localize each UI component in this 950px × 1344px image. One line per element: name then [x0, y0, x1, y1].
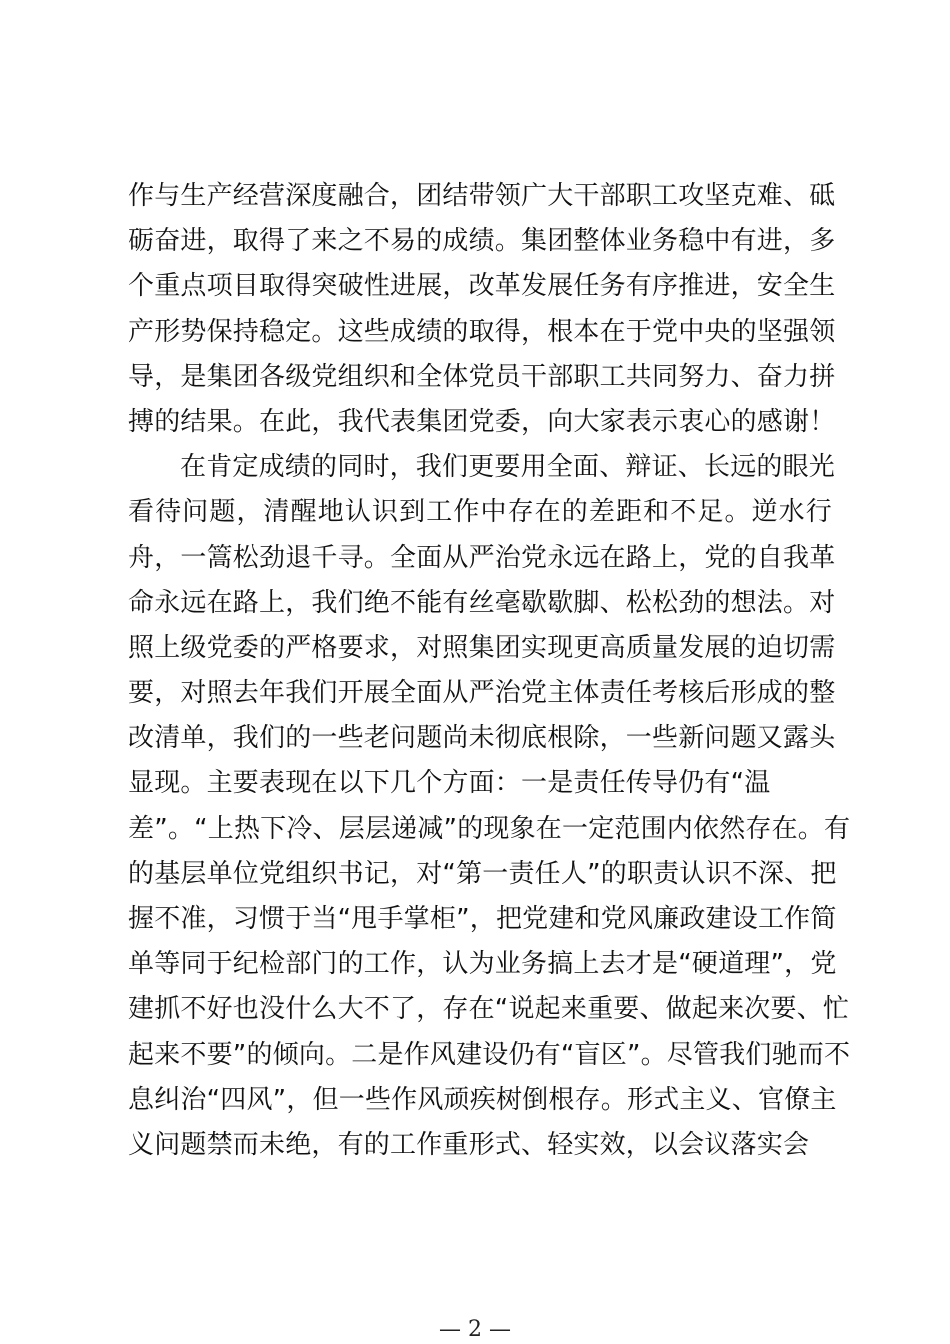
- text-line: 产形势保持稳定。这些成绩的取得，根本在于党中央的坚强领: [128, 316, 836, 347]
- document-body: [128, 174, 851, 1168]
- text-line: 作与生产经营深度融合，团结带领广大干部职工攻坚克难、砥: [128, 181, 836, 211]
- text-line: 单等同于纪检部门的工作，认为业务搞上去才是“硬道理”，党: [128, 949, 837, 980]
- text-line: 命永远在路上，我们绝不能有丝毫歇歇脚、松松劲的想法。对: [128, 587, 836, 618]
- text-line: 砺奋进，取得了来之不易的成绩。集团整体业务稳中有进，多: [128, 226, 836, 257]
- text-line: 显现。主要表现在以下几个方面：一是责任传导仍有“温: [128, 768, 771, 799]
- text-line: 息纠治“四风”，但一些作风顽疾树倒根存。形式主义、官僚主: [128, 1084, 837, 1115]
- text-line: 搏的结果。在此，我代表集团党委，向大家表示衷心的感谢！: [128, 406, 836, 437]
- text-line: 看待问题，清醒地认识到工作中存在的差距和不足。逆水行: [128, 497, 832, 528]
- text-line: 个重点项目取得突破性进展，改革发展任务有序推进，安全生: [128, 271, 836, 302]
- text-line: 的基层单位党组织书记，对“第一责任人”的职责认识不深、把: [128, 858, 837, 889]
- paragraph-first-line: 在肯定成绩的同时，我们更要用全面、辩证、长远的眼光: [180, 452, 836, 483]
- text-line: 建抓不好也没什么大不了，存在“说起来重要、做起来次要、忙: [128, 994, 850, 1025]
- text-line: 导，是集团各级党组织和全体党员干部职工共同努力、奋力拼: [128, 361, 836, 392]
- text-line: 照上级党委的严格要求，对照集团实现更高质量发展的迫切需: [128, 632, 836, 663]
- text-line: 握不准，习惯于当“甩手掌柜”，把党建和党风廉政建设工作简: [128, 904, 837, 934]
- text-line: 要，对照去年我们开展全面从严治党主体责任考核后形成的整: [128, 678, 836, 709]
- text-line: 改清单，我们的一些老问题尚未彻底根除，一些新问题又露头: [128, 723, 836, 754]
- text-line: 起来不要”的倾向。二是作风建设仍有“盲区”。尽管我们驰而不: [128, 1039, 851, 1070]
- page-number: — 2 —: [439, 1317, 511, 1342]
- text-line: 义问题禁而未绝，有的工作重形式、轻实效，以会议落实会: [128, 1129, 810, 1160]
- text-line: 舟，一篙松劲退千寻。全面从严治党永远在路上，党的自我革: [128, 542, 836, 573]
- text-line: 差”。“上热下冷、层层递减”的现象在一定范围内依然存在。有: [128, 813, 851, 844]
